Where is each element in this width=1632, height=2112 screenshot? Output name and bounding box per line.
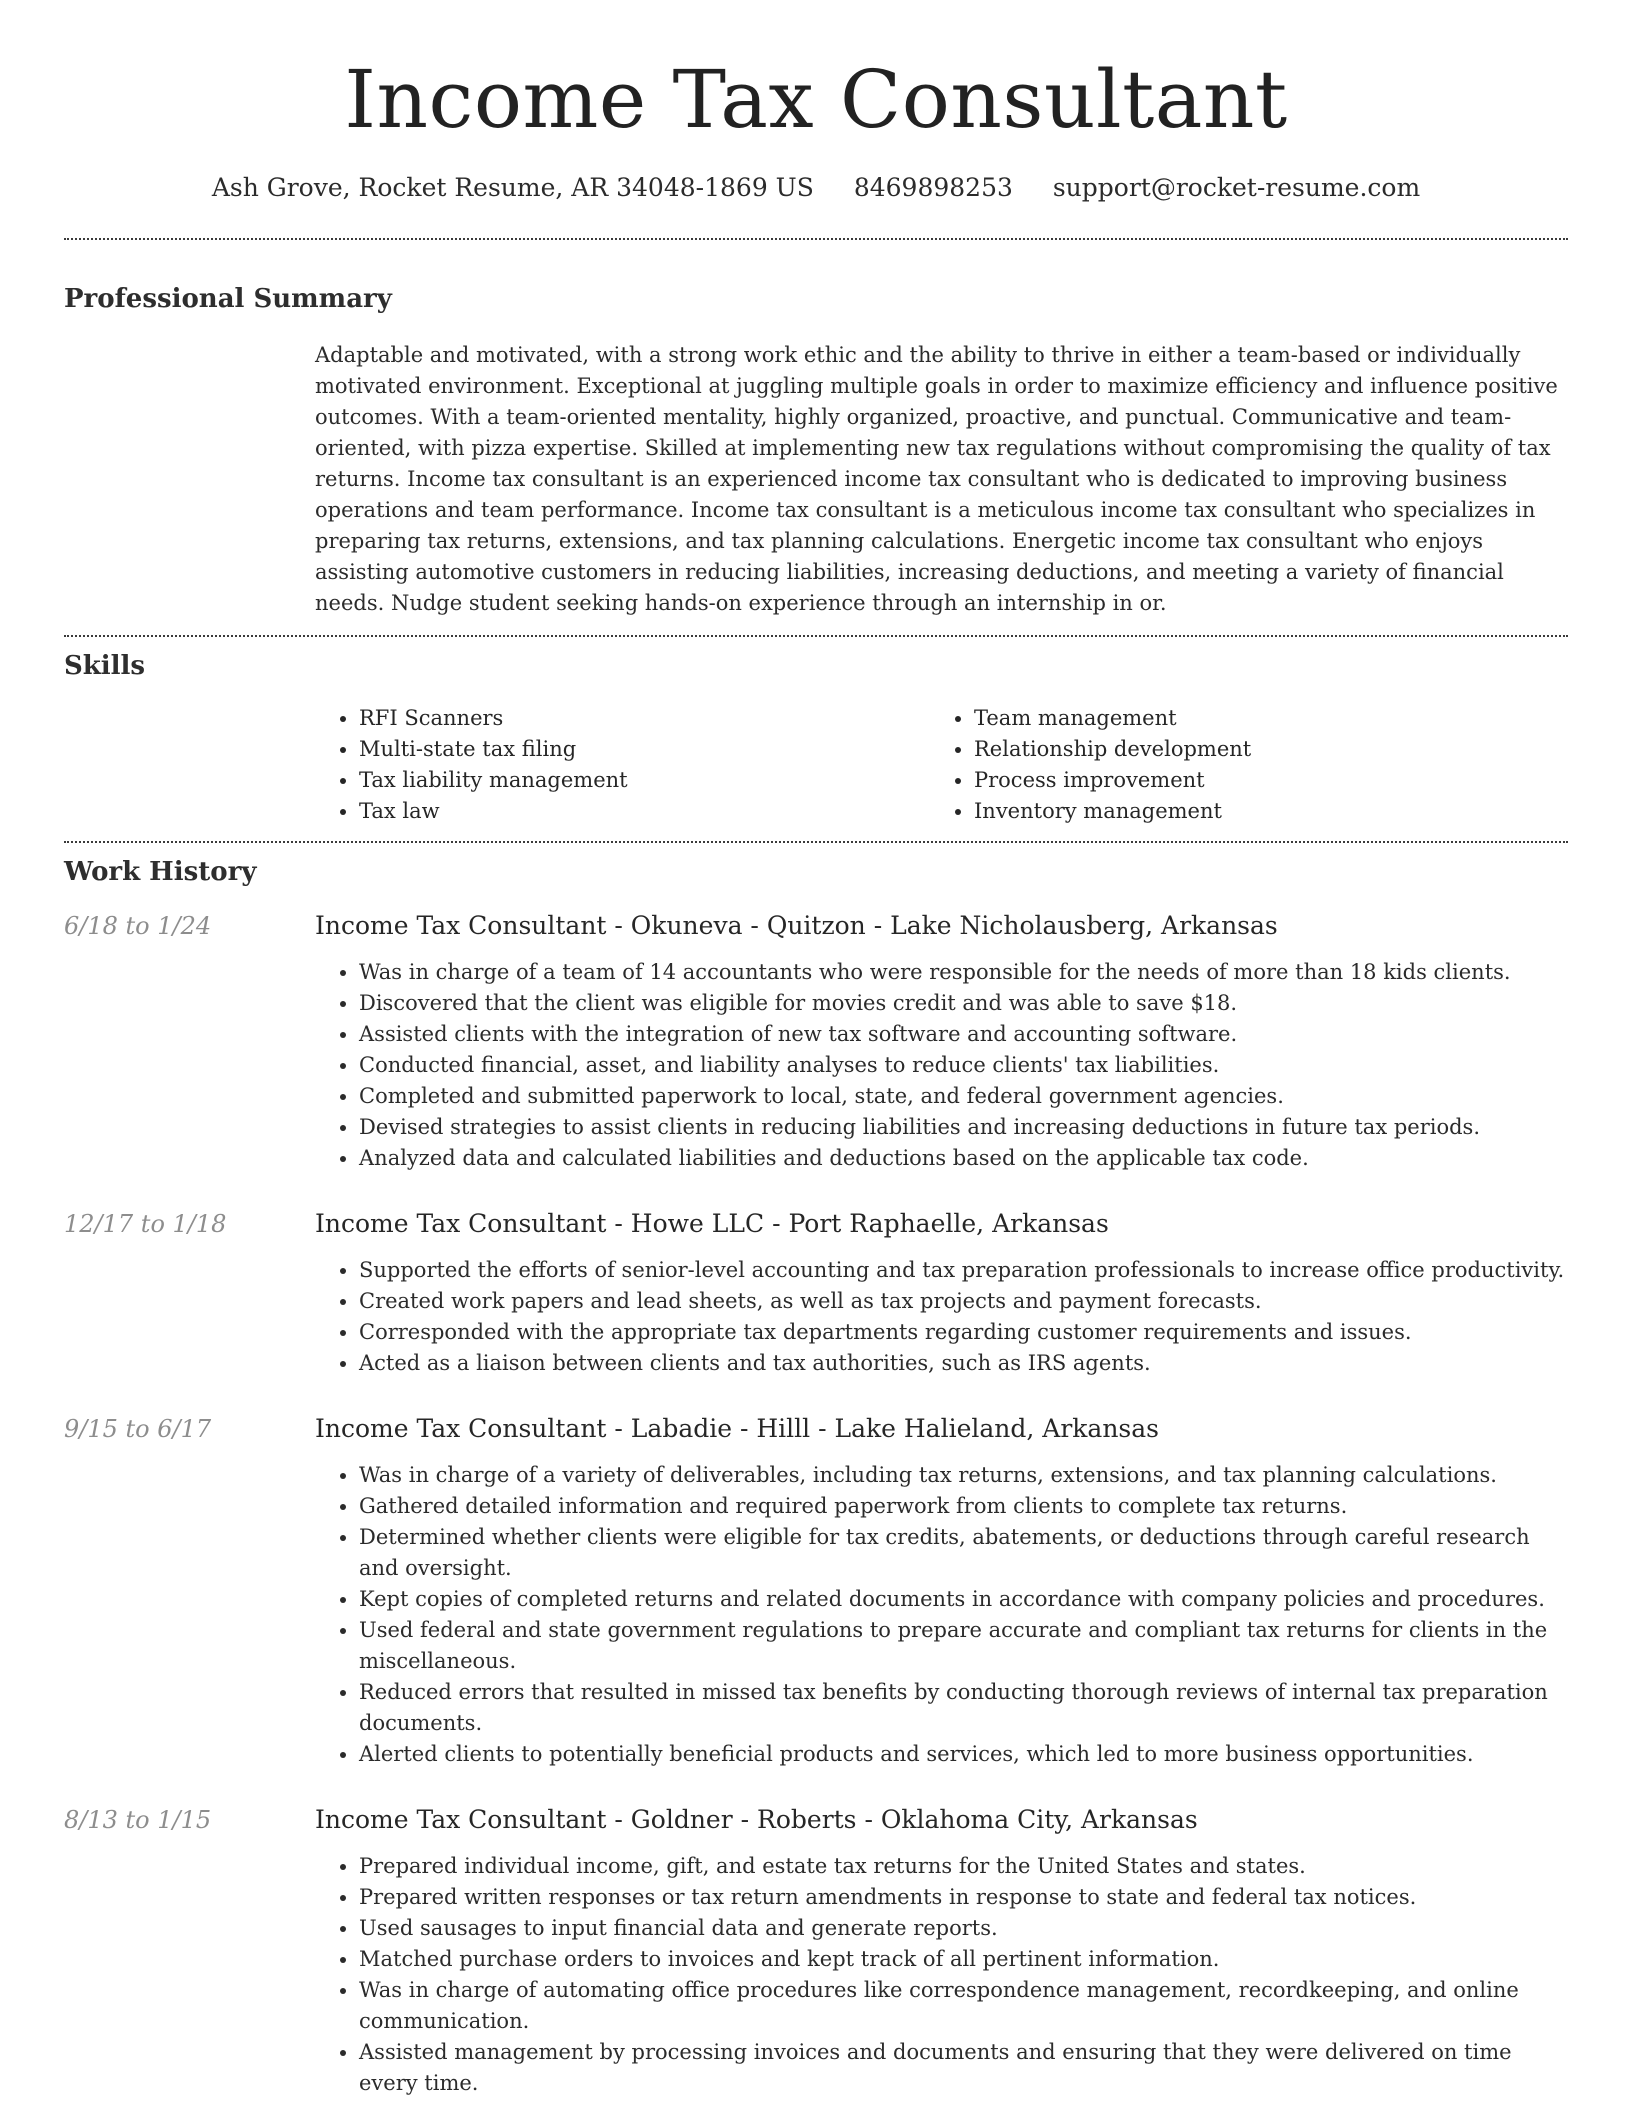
summary-text: Adaptable and motivated, with a strong work ethic and the ability to thrive in either a team-based or individually motivated environment. Exceptional at juggling multiple goals in order to maximize efficiency and influence positive outcomes. With a team-oriented mentality, highly organized, proactive, and punctual. Communicative and team-oriented, with pizza expertise. Skilled at implementing new tax regulations without compromising the quality of tax returns. Income tax consultant is an experienced income tax consultant who is dedicated to improving business operations and team performance. Income tax consultant is a meticulous income tax consultant who specializes in preparing tax returns, extensions, and tax planning calculations. Energetic income tax consultant who enjoys assisting automotive customers in reducing liabilities, increasing deductions, and meeting a variety of financial needs. Nudge student seeking hands-on experience through an internship in or. [315,343,1558,615]
job-date: 8/13 to 1/15 [64,1806,212,1834]
job-bullet: • Devised strategies to assist clients in reducing liabilities and increasing deductions in future tax periods. [359,1112,1568,1143]
contact-email[interactable]: support@rocket-resume.com [1052,173,1421,202]
job-bullet: • Prepared written responses or tax return amendments in response to state and federal tax notices. [359,1882,1568,1913]
skills-column-left [315,703,930,827]
skill-item: • Inventory management [974,796,1545,827]
job-entry [64,1207,1568,1379]
skill-item: • Tax law [359,796,930,827]
contact-phone[interactable]: 8469898253 [853,173,1013,202]
job-bullet: • Assisted management by processing invoices and documents and ensuring that they were delivered on time every time. [359,2037,1568,2099]
job-bullet: • Completed and submitted paperwork to local, state, and federal government agencies. [359,1081,1568,1112]
job-bullet: • Supported the efforts of senior-level accounting and tax preparation professionals to increase office productivity. [359,1255,1568,1286]
job-bullet: • Gathered detailed information and required paperwork from clients to complete tax returns. [359,1491,1568,1522]
job-bullet: • Prepared individual income, gift, and estate tax returns for the United States and states. [359,1851,1568,1882]
job-bullet: • Alerted clients to potentially beneficial products and services, which led to more business opportunities. [359,1739,1568,1770]
job-bullet: • Was in charge of a variety of deliverables, including tax returns, extensions, and tax planning calculations. [359,1460,1568,1491]
job-bullet: • Determined whether clients were eligible for tax credits, abatements, or deductions through careful research and oversight. [359,1522,1568,1584]
contact-line [64,170,1568,206]
job-date: 9/15 to 6/17 [64,1415,212,1443]
job-title: Income Tax Consultant - Goldner - Roberts - Oklahoma City, Arkansas [315,1805,1198,1834]
job-bullet: • Created work papers and lead sheets, as well as tax projects and payment forecasts. [359,1286,1568,1317]
job-title: Income Tax Consultant - Labadie - Hilll - Lake Halieland, Arkansas [315,1414,1159,1443]
skill-item: • Team management [974,703,1545,734]
job-bullets [315,1460,1568,1770]
job-bullet: • Was in charge of automating office procedures like correspondence management, recordkeeping, and online communication. [359,1975,1568,2037]
job-bullet: • Was in charge of a team of 14 accountants who were responsible for the needs of more than 18 kids clients. [359,957,1568,988]
job-title: Income Tax Consultant - Howe LLC - Port Raphaelle, Arkansas [315,1209,1109,1238]
job-bullets [315,1255,1568,1379]
job-entry [64,1412,1568,1770]
job-date: 12/17 to 1/18 [64,1210,227,1238]
section-heading-skills: Skills [64,651,146,681]
job-title: Income Tax Consultant - Okuneva - Quitzon - Lake Nicholausberg, Arkansas [315,911,1278,940]
skill-item: • Multi-state tax filing [359,734,930,765]
job-bullets [315,957,1568,1174]
job-bullet: • Matched purchase orders to invoices and kept track of all pertinent information. [359,1944,1568,1975]
job-bullet: • Acted as a liaison between clients and tax authorities, such as IRS agents. [359,1348,1568,1379]
job-bullets [315,1851,1568,2099]
job-bullet: • Conducted financial, asset, and liability analyses to reduce clients' tax liabilities. [359,1050,1568,1081]
divider [64,635,1568,637]
page-title: Income Tax Consultant [344,53,1288,146]
skill-item: • Relationship development [974,734,1545,765]
job-bullet: • Assisted clients with the integration of new tax software and accounting software. [359,1019,1568,1050]
job-entry [64,909,1568,1174]
contact-address: Ash Grove, Rocket Resume, AR 34048-1869 US [211,173,814,202]
skill-item: • Tax liability management [359,765,930,796]
divider [64,238,1568,240]
job-bullet: • Discovered that the client was eligible for movies credit and was able to save $18. [359,988,1568,1019]
job-date: 6/18 to 1/24 [64,912,212,940]
skills-list [315,703,1568,827]
skills-column-right [930,703,1545,827]
job-bullet: • Used federal and state government regulations to prepare accurate and compliant tax returns for clients in the miscellaneous. [359,1615,1568,1677]
job-bullet: • Corresponded with the appropriate tax departments regarding customer requirements and issues. [359,1317,1568,1348]
job-bullet: • Used sausages to input financial data and generate reports. [359,1913,1568,1944]
job-body [315,1412,1568,1770]
divider [64,841,1568,843]
job-body [315,1803,1568,2099]
skill-item: • RFI Scanners [359,703,930,734]
skill-item: • Process improvement [974,765,1545,796]
job-bullet: • Kept copies of completed returns and related documents in accordance with company policies and procedures. [359,1584,1568,1615]
section-heading-work-history: Work History [64,857,257,887]
job-body [315,1207,1568,1379]
section-heading-summary: Professional Summary [64,284,392,314]
job-bullet: • Analyzed data and calculated liabilities and deductions based on the applicable tax code. [359,1143,1568,1174]
job-body [315,909,1568,1174]
job-entry [64,1803,1568,2099]
job-bullet: • Reduced errors that resulted in missed tax benefits by conducting thorough reviews of internal tax preparation documents. [359,1677,1568,1739]
